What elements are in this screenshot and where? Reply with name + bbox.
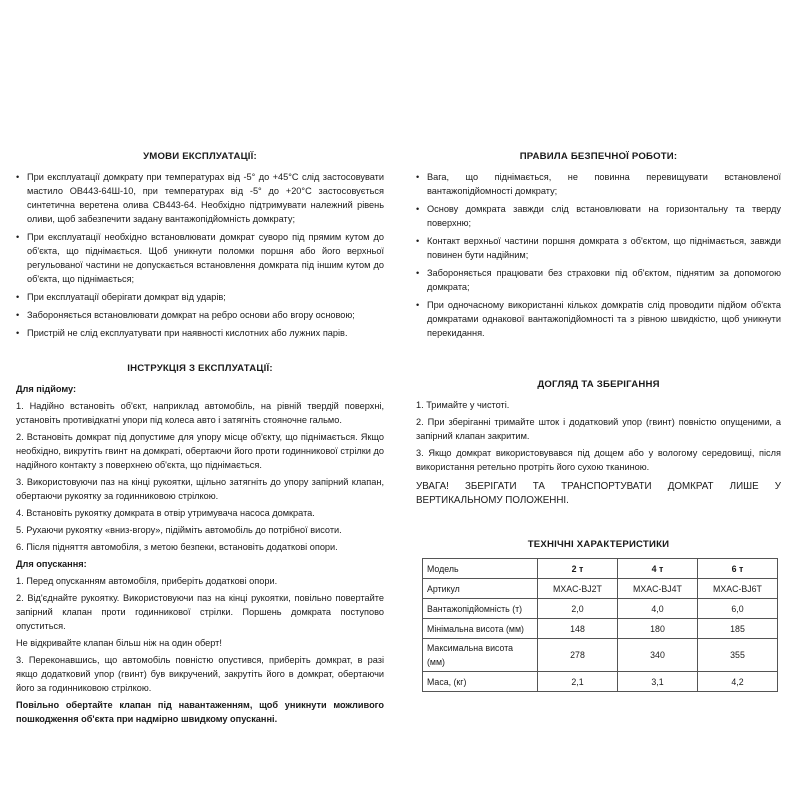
table-cell: Маса, (кг) [423,672,538,692]
table-cell: Артикул [423,579,538,599]
operating-list [16,170,384,340]
list-item: • При експлуатації необхідно встановлювати домкрат суворо під прямим кутом до об'єкта, що піднімається. Щоб уникнути поломки поршня або його верхньої регульованої частини не допускається встановлення домкрата під іншим кутом до об'єкта, що піднімається; [16,230,384,286]
table-cell: 3,1 [618,672,698,692]
table-cell: Вантажопідйомність (т) [423,599,538,619]
list-item: • При експлуатації оберігати домкрат від ударів; [16,290,384,304]
lifting-step: 2. Встановіть домкрат під допустиме для упору місце об'єкту, що піднімається. Якщо необхідно, викрутіть гвинт на домкраті, обертаючи його проти годинникової стрілки до надійного контакту з поверхнею об'єкта, що піднімається. [16,432,384,470]
table-row [423,579,778,599]
list-item: • Основу домкрата завжди слід встановлювати на горизонтальну та тверду поверхню; [416,202,781,230]
lifting-step: 3. Використовуючи паз на кінці рукоятки, щільно затягніть до упору запірний клапан, обертаючи рукоятку за годинниковою стрілкою. [16,477,384,501]
specs-table [422,558,778,692]
table-row [423,639,778,672]
table-row [423,559,778,579]
table-cell: 6 т [698,559,778,579]
table-cell: Мінімальна висота (мм) [423,619,538,639]
list-item: • При експлуатації домкрату при температурах від -5° до +45°С слід застосовувати мастило ОВ443-64Ш-10, при температурах від -5° до +20°С застосовується синтетична веретена олива СВ443-64. Необхідно підтримувати належний рівень оливи, щоб забезпечити задану вантажопідйомність домкрату; [16,170,384,226]
table-cell: MXAC-BJ4T [618,579,698,599]
safety-title: ПРАВИЛА БЕЗПЕЧНОЇ РОБОТИ: [519,151,678,162]
care-step: 2. При зберіганні тримайте шток і додатковий упор (гвинт) повністю опущеними, а запірний клапан закритим. [416,417,781,441]
table-cell: 6,0 [698,599,778,619]
care-title: ДОГЛЯД ТА ЗБЕРІГАННЯ [537,379,660,390]
table-cell: 148 [538,619,618,639]
table-cell: 355 [698,639,778,672]
table-cell: 4 т [618,559,698,579]
table-cell: 2,0 [538,599,618,619]
table-cell: 180 [618,619,698,639]
list-item: • Забороняється працювати без страховки під об'єктом, піднятим за допомогою домкрата; [416,266,781,294]
left-column [16,150,384,729]
list-item: • Вага, що піднімається, не повинна перевищувати встановленої вантажопідйомності домкрату; [416,170,781,198]
list-item: • Пристрій не слід експлуатувати при наявності кислотних або лужних парів. [16,326,384,340]
table-row [423,619,778,639]
list-item: • Забороняється встановлювати домкрат на ребро основи або вгору основою; [16,308,384,322]
operating-title: УМОВИ ЕКСПЛУАТАЦІЇ: [143,151,257,162]
lowering-step: 1. Перед опусканням автомобіля, приберіть додаткові опори. [16,576,278,586]
care-step: 3. Якщо домкрат використовувався під дощем або у вологому середовищі, після використання ретельно протріть його сухою тканиною. [416,448,781,472]
lifting-step: 5. Рухаючи рукоятку «вниз-вгору», підійміть автомобіль до потрібної висоти. [16,525,342,535]
lowering-step: Не відкривайте клапан більш ніж на один оберт! [16,638,222,648]
table-cell: 2,1 [538,672,618,692]
table-cell: MXAC-BJ6T [698,579,778,599]
care-step: 1. Тримайте у чистоті. [416,400,510,410]
lifting-step: 1. Надійно встановіть об'єкт, наприклад автомобіль, на рівній твердій поверхні, установіть противідкатні упори під колеса авто і затягніть стояночне гальмо. [16,401,384,425]
list-item: • При одночасному використанні кількох домкратів слід проводити підйом об'єкта домкратами однакової вантажопідйомності та з рівною швидкістю, щоб уникнути перекидання. [416,298,781,340]
specs-title: ТЕХНІЧНІ ХАРАКТЕРИСТИКИ [527,539,670,550]
table-row [423,672,778,692]
list-item: • Контакт верхньої частини поршня домкрата з об'єктом, що піднімається, завжди повинен бути надійним; [416,234,781,262]
storage-warning: УВАГА! ЗБЕРІГАТИ ТА ТРАНСПОРТУВАТИ ДОМКРАТ ЛИШЕ У ВЕРТИКАЛЬНОМУ ПОЛОЖЕННІ. [416,481,781,506]
lowering-title: Для опускання: [16,559,87,569]
lifting-step: 6. Після підняття автомобіля, з метою безпеки, встановіть додаткові опори. [16,542,338,552]
table-row [423,599,778,619]
instructions-title: ІНСТРУКЦІЯ З ЕКСПЛУАТАЦІЇ: [127,363,273,374]
table-cell: 4,0 [618,599,698,619]
right-column [416,150,781,692]
safety-list [416,170,781,340]
table-cell: 4,2 [698,672,778,692]
lowering-step: 3. Переконавшись, що автомобіль повністю опустився, приберіть домкрат, в разі якщо додатковий упор (гвинт) був викручений, закрутіть його в домкрат, обертаючи його за годинниковою стрілкою. [16,655,384,693]
table-cell: Модель [423,559,538,579]
table-cell: 185 [698,619,778,639]
lowering-warning: Повільно обертайте клапан під навантаженням, щоб уникнути можливого пошкодження об'єкта при надмірно швидкому опусканні. [16,700,384,724]
lifting-title: Для підйому: [16,384,77,394]
table-cell: 278 [538,639,618,672]
table-cell: MXAC-BJ2T [538,579,618,599]
table-cell: 2 т [538,559,618,579]
lifting-step: 4. Встановіть рукоятку домкрата в отвір утримувача насоса домкрата. [16,508,315,518]
lowering-step: 2. Від'єднайте рукоятку. Використовуючи паз на кінці рукоятки, повільно повертайте запірний клапан проти годинникової стрілки. Поршень домкрата поступово опуститься. [16,593,384,631]
table-cell: Максимальна висота (мм) [423,639,538,672]
table-cell: 340 [618,639,698,672]
